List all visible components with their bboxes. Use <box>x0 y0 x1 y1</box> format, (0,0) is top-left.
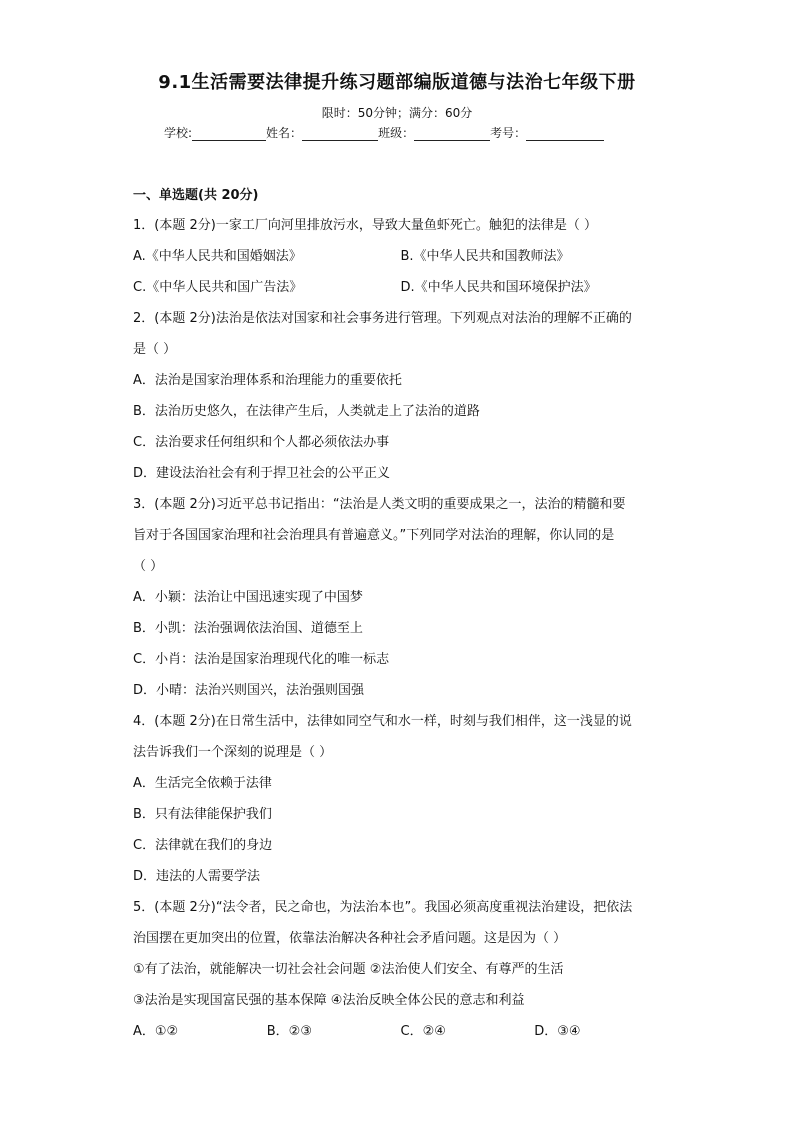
question-stem: 5．(本题 2分)“法令者，民之命也，为法治本也”。我国必须高度重视法治建设，把依法 <box>133 900 633 915</box>
option-c[interactable]: C．小肖：法治是国家治理现代化的唯一标志 <box>133 652 390 667</box>
statement-list: ③法治是实现国富民强的基本保障 ④法治反映全体公民的意志和利益 <box>133 993 525 1008</box>
name-label: 姓名： <box>266 126 303 140</box>
number-label: 考号： <box>490 126 527 140</box>
statement-list: ①有了法治，就能解决一切社会社会问题 ②法治使人们安全、有尊严的生活 <box>133 962 564 977</box>
option-d[interactable]: D.《中华人民共和国环境保护法》 <box>400 280 597 295</box>
option-d[interactable]: D．小晴：法治兴则国兴，法治强则国强 <box>133 683 365 698</box>
section-heading: 一、单选题(共 20分) <box>133 188 259 203</box>
exam-time-score: 限时：50分钟；满分：60分 <box>321 106 473 120</box>
question-stem: 3．(本题 2分)习近平总书记指出：“法治是人类文明的重要成果之一，法治的精髓和要 <box>133 497 626 512</box>
option-d[interactable]: D．建设法治社会有利于捍卫社会的公平正义 <box>133 466 391 481</box>
question-list <box>133 184 668 1047</box>
option-a[interactable]: A.《中华人民共和国婚姻法》 <box>133 249 302 264</box>
question-stem: 1．(本题 2分)一家工厂向河里排放污水，导致大量鱼虾死亡。触犯的法律是（ ） <box>133 218 597 233</box>
school-blank[interactable] <box>192 127 266 141</box>
option-a[interactable]: A．①② <box>133 1024 179 1039</box>
question-2 <box>133 303 668 489</box>
option-b[interactable]: B．法治历史悠久，在法律产生后，人类就走上了法治的道路 <box>133 404 480 419</box>
option-b[interactable]: B.《中华人民共和国教师法》 <box>400 249 570 264</box>
question-stem: 4．(本题 2分)在日常生活中，法律如同空气和水一样，时刻与我们相伴，这一浅显的说 <box>133 714 632 729</box>
option-c[interactable]: C．法律就在我们的身边 <box>133 838 273 853</box>
option-b[interactable]: B．小凯：法治强调依法治国、道德至上 <box>133 621 363 636</box>
class-blank[interactable] <box>414 127 490 141</box>
question-5 <box>133 892 668 1047</box>
question-stem: 旨对于各国国家治理和社会治理具有普遍意义。”下列同学对法治的理解，你认同的是 <box>133 528 615 543</box>
option-a[interactable]: A．生活完全依赖于法律 <box>133 776 272 791</box>
class-label: 班级： <box>378 126 415 140</box>
question-stem: （ ） <box>133 559 164 574</box>
name-blank[interactable] <box>302 127 378 141</box>
question-3 <box>133 489 668 706</box>
option-a[interactable]: A．小颖：法治让中国迅速实现了中国梦 <box>133 590 363 605</box>
option-c[interactable]: C．法治要求任何组织和个人都必须依法办事 <box>133 435 390 450</box>
question-stem: 是（ ） <box>133 342 177 357</box>
option-b[interactable]: B．只有法律能保护我们 <box>133 807 272 822</box>
question-stem: 法告诉我们一个深刻的说理是（ ） <box>133 745 333 760</box>
number-blank[interactable] <box>526 127 604 141</box>
student-info-row <box>164 124 604 141</box>
option-c[interactable]: C．②④ <box>400 1024 446 1039</box>
option-row <box>133 241 668 272</box>
option-a[interactable]: A．法治是国家治理体系和治理能力的重要依托 <box>133 373 402 388</box>
question-4 <box>133 706 668 892</box>
option-row <box>133 1016 668 1047</box>
option-d[interactable]: D．违法的人需要学法 <box>133 869 261 884</box>
option-b[interactable]: B．②③ <box>266 1024 312 1039</box>
option-c[interactable]: C.《中华人民共和国广告法》 <box>133 280 303 295</box>
question-stem: 治国摆在更加突出的位置，依靠法治解决各种社会矛盾问题。这是因为（ ） <box>133 931 567 946</box>
page-title: 9.1生活需要法律提升练习题部编版道德与法治七年级下册 <box>158 72 636 93</box>
question-1 <box>133 210 668 303</box>
school-label: 学校: <box>164 126 193 140</box>
option-row <box>133 272 668 303</box>
option-d[interactable]: D．③④ <box>534 1024 581 1039</box>
question-stem: 2．(本题 2分)法治是依法对国家和社会事务进行管理。下列观点对法治的理解不正确的 <box>133 311 632 326</box>
